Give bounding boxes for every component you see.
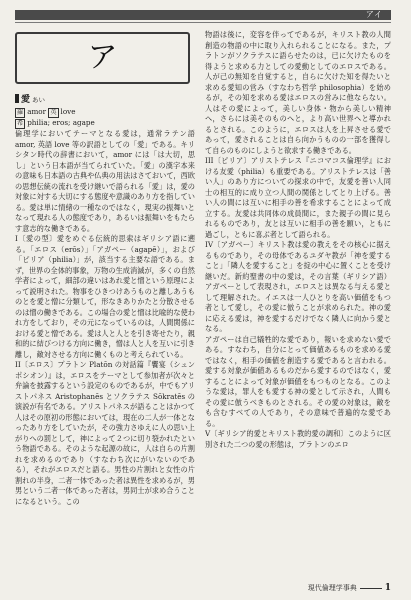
lang-tag-english: 英 [50, 109, 57, 116]
lang-tag-greek: 希 [17, 120, 24, 127]
header-rule [15, 22, 391, 23]
paragraph: I〔愛の型〕愛をめぐる伝統的思索はギリシア語に遡る。「エロス（erōs）」「アガペー（agapē）」，および「ピリア（philia）」が，該当する主要な語である。まず，世界の全体的事象，万物の生成消滅が，多くの自然学者によって，細部の違いはあれ愛と憎という原理によって説明された。物事をひきつけあうものと離しあうものとを愛と憎に分類して，形なきありかたと分散させるのは憎の働きである。この場合の愛と憎は比喩的な使われ方をしており，その元になっているのは，人間関係における愛と憎である。愛は人と人とを引き寄せたり，親和的に結びつける方向に働き，憎は人と人を互いに引き離し，敵対させる方向に働くものと考えられている。 [15, 234, 195, 359]
paragraph: II〔エロス〕プラトン Platōn の対話篇『饗宴（シュンポシオン）』は，エロスをテーマとして参加者が次々と弁論を披露するという設定のものであるが，中でもアリストパネス Aristophanēs とソクラテス Sōkratēs の演説が有名である。アリストパネスが語ることはかつて人はその原初の形態においては，現在の二人が一体となったあり方をしていたが，その強力さゆえに人の思い上がりへの罰として，神によって２つに切り裂かれたという物語である。そのような起源の故に，人は自らの片割れを求めるのであり（すなわち次にがいないのである），それがエロスだと語る。男性の片割れと女性の片割れの半身，二者一体であった者は異性を求めるが，男男という二者一体であった者は，男同士が求め合うことになるという。この [15, 360, 195, 506]
lang-tag-latin: 羅 [17, 109, 24, 116]
kana-heading: ア [87, 40, 118, 75]
language-line-1 [15, 107, 195, 118]
english-term: love [60, 107, 76, 116]
paragraph: IV〔アガペー〕キリスト教は愛の教えをその核心に据えるものであり，その母体であるユダヤ教が「神を愛すること」「隣人を愛すること」を掟の中心に置くことを受け継いだ。新約聖書の中の愛は，その言葉（ギリシア語）アガペーとして表現され，エロスとは異なる与える愛として理解された。イエスは一人ひとりを高い価値をもつ者として愛し，その愛に倣うことが求められた。神の愛に応える愛は，神を愛するだけでなく隣人に向かう愛となる。 [205, 240, 391, 333]
headword: 愛 [21, 95, 31, 105]
section-label: アイ [365, 10, 383, 19]
paragraph: V〔ギリシア的愛とキリスト教的愛の調和〕このように区別された二つの愛の形態は，プラトンのエロ [205, 429, 391, 449]
right-column [205, 30, 391, 578]
paragraph: 倫理学においてテーマとなる愛は，通常ラテン語 amor, 英語 love 等の訳語としての「愛」である。キリシタン時代の辞書において，amor には「は大切，思し」という日本語が当てられていた。「愛」の漢字本来の意味も日本語の古典や仏典の用法はさておいて，西欧の思想伝統の流れを受け継いで語られる「愛」は，愛の対象に対する大切にする態度や意識のあり方を指している。愛は単に情緒の一種なのではなく，現実の振舞いとなって現れる人の態度であり，あるいは振舞いをもたらす意志的な働きである。 [15, 129, 195, 233]
headword-marker [15, 94, 19, 103]
entry-headword [15, 94, 195, 106]
latin-term: amor [27, 107, 47, 116]
header-bar [15, 10, 391, 20]
paragraph: 物語は後に，変容を伴ってであるが，キリスト教の人間創造の物語の中に取り入れられることになる。また，プラトンがソクラテスに語らせたのは，已に欠けたものを得ようと求める力としての愛動としてのエロスである。人が己の無知を自覚すると，自らに欠けた知を得たいと求める愛知の営み（すなわち哲学 philosophia）を始めるが，その知を求める愛はエロスの営みに他ならない。人はその愛によって，美しい身体・物から美しい精神へ，さらには美そのものへと，より高い世界へと導かれるとされる。このように，エロスは人を上昇させる愛であって，愛されることは自ら向かうものの一部を獲得して自らのものにしようと欲求する働きである。 [205, 30, 391, 155]
language-line-2 [15, 118, 195, 129]
kana-heading-box [15, 32, 190, 84]
left-column [15, 94, 195, 582]
greek-terms: philia; eros; agape [27, 118, 95, 127]
page-footer [308, 583, 391, 593]
paragraph: III〔ピリア〕アリストテレス『ニコマコス倫理学』における友愛（philia）も重要である。アリストテレスは「善い人」のあり方についての探求の中で，友愛を善い人同士の相互的に成り立つ人間の関係としてとり上げる。善い人の間には互いに相手の善を希求することによって成立する。友愛は共同体の成員間に，また親子の間に見られるものであり，友とは互いに相手の善を願い，ともに過ごし，ともに喜ぶ者として語られる。 [205, 156, 391, 239]
book-title: 現代倫理学事典 [307, 584, 357, 592]
paragraph: アガペーは自己犠牲的な愛であり，報いを求めない愛である。すなわち，自分にとって価値あるものを求める愛ではなく，相手の価値を創造する愛であると言われる。愛する対象が価値あるものだから愛するのではなく，愛することによって対象が価値をもつものとなる。このような愛は，罪人をも愛する神の愛として示され，人間もその愛に倣うべきものとされる。その愛の対象は，敵をも含むすべての人であり，その意味で普遍的な愛である。 [205, 334, 391, 428]
footer-dash [360, 588, 382, 589]
headword-reading: あい [32, 96, 46, 104]
page-number: 1 [384, 583, 391, 593]
